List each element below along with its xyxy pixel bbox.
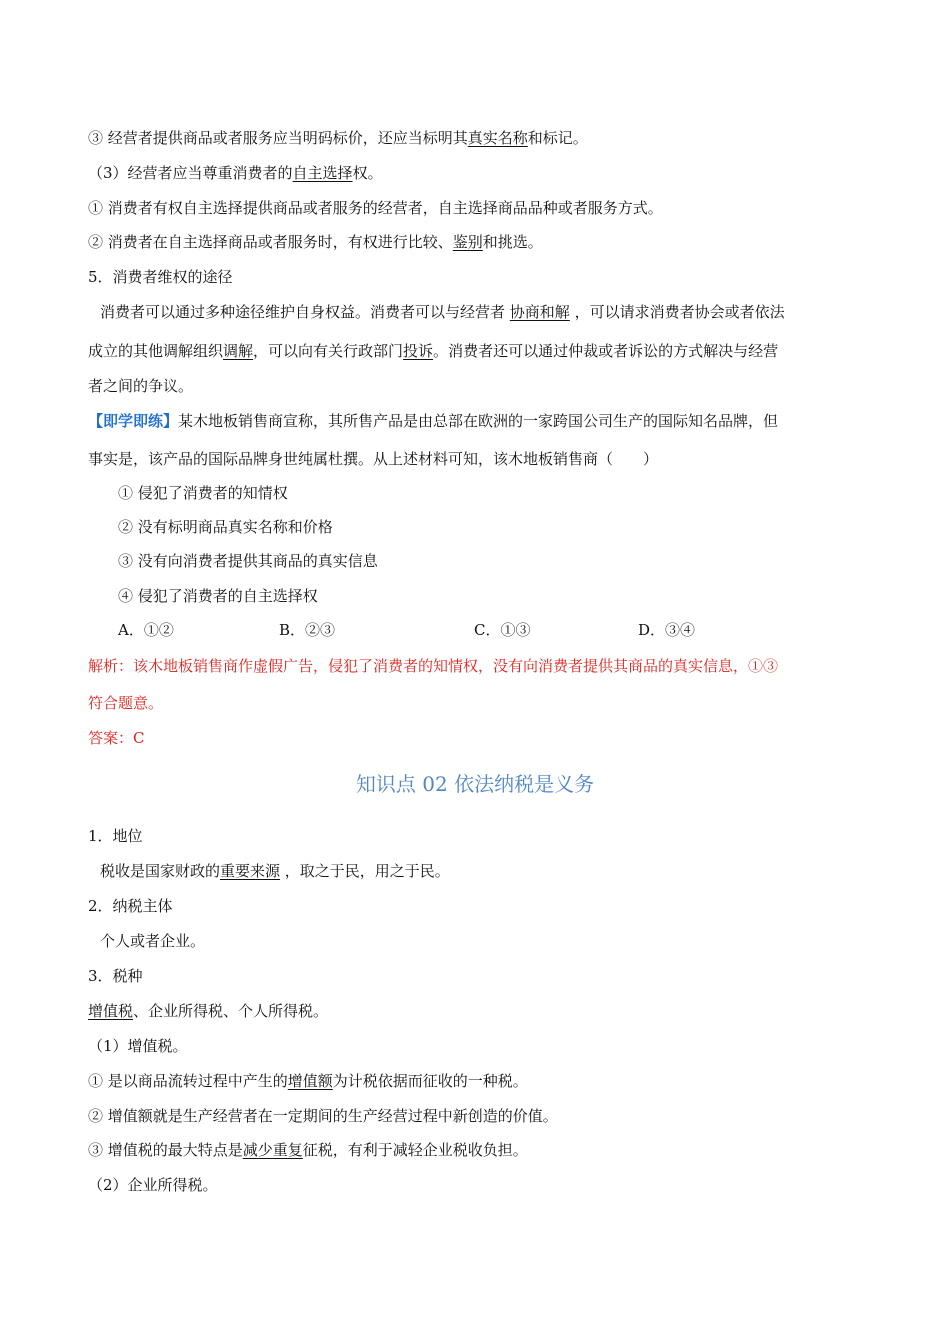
- blank-complain: 投诉: [403, 342, 434, 360]
- analysis-line-2: 符合题意。: [88, 694, 164, 712]
- vat-point-1: ① 是以商品流转过程中产生的增值额为计税依据而征收的一种税。: [88, 1072, 528, 1090]
- line-choice-2: ② 消费者在自主选择商品或者服务时，有权进行比较、鉴别和挑选。: [88, 233, 543, 251]
- tax-status-text: 税收是国家财政的重要来源 ，取之于民，用之于民。: [100, 862, 450, 880]
- blank-value-added: 增值额: [287, 1072, 333, 1090]
- blank-vat: 增值税: [88, 1002, 134, 1020]
- practice-tag: 【即学即练】: [88, 412, 179, 430]
- analysis-line-1: 解析：该木地板销售商作虚假广告，侵犯了消费者的知情权，没有向消费者提供其商品的真实信息，①③: [88, 657, 779, 675]
- question-stem-2: 事实是，该产品的国际品牌身世纯属杜撰。从上述材料可知，该木地板销售商（ ）: [88, 450, 659, 468]
- vat-point-2: ② 增值额就是生产经营者在一定期间的生产经营过程中新创造的价值。: [88, 1107, 558, 1125]
- option-d: D．③④: [638, 621, 696, 639]
- answer-line: 答案：C: [88, 729, 145, 747]
- line-respect-choice: （3）经营者应当尊重消费者的自主选择权。: [88, 164, 383, 182]
- blank-important-source: 重要来源: [220, 862, 281, 880]
- section-title-tax: 知识点 02 依法纳税是义务: [355, 772, 595, 796]
- blank-reduce-duplicate: 减少重复: [242, 1141, 303, 1159]
- question-item-4: ④ 侵犯了消费者的自主选择权: [118, 587, 318, 605]
- question-item-3: ③ 没有向消费者提供其商品的真实信息: [118, 552, 378, 570]
- question-stem-1: 【即学即练】某木地板销售商宣称，其所售产品是由总部在欧洲的一家跨国公司生产的国际知名品牌，但: [88, 412, 779, 430]
- blank-identify: 鉴别: [452, 233, 483, 251]
- blank-mediate: 调解: [223, 342, 254, 360]
- paragraph-rights-2: 成立的其他调解组织调解，可以向有关行政部门投诉。消费者还可以通过仲裁或者诉讼的方式解决与经营: [88, 342, 779, 360]
- vat-subheading: （1）增值税。: [88, 1037, 188, 1055]
- vat-point-3: ③ 增值税的最大特点是减少重复征税，有利于减轻企业税收负担。: [88, 1141, 528, 1159]
- blank-free-choice: 自主选择: [292, 164, 353, 182]
- tax-heading-status: 1．地位: [88, 827, 143, 845]
- tax-heading-subject: 2．纳税主体: [88, 897, 173, 915]
- paragraph-rights-1: 消费者可以通过多种途径维护自身权益。消费者可以与经营者 协商和解 ，可以请求消费者协会或者依法: [100, 303, 785, 321]
- option-b: B．②③: [279, 621, 336, 639]
- option-a: A．①②: [118, 621, 174, 639]
- paragraph-rights-3: 者之间的争议。: [88, 377, 194, 395]
- blank-real-name: 真实名称: [467, 129, 528, 147]
- line-choice-1: ① 消费者有权自主选择提供商品或者服务的经营者，自主选择商品品种或者服务方式。: [88, 199, 663, 217]
- blank-negotiate: 协商和解: [509, 303, 570, 321]
- question-item-1: ① 侵犯了消费者的知情权: [118, 484, 288, 502]
- tax-types-text: 增值税、企业所得税、个人所得税。: [88, 1002, 329, 1020]
- question-item-2: ② 没有标明商品真实名称和价格: [118, 518, 333, 536]
- tax-subject-text: 个人或者企业。: [100, 932, 206, 950]
- line-price-marking: ③ 经营者提供商品或者服务应当明码标价，还应当标明其真实名称和标记。: [88, 129, 588, 147]
- corporate-tax-subheading: （2）企业所得税。: [88, 1176, 218, 1194]
- section-heading-rights-ways: 5．消费者维权的途径: [88, 268, 233, 286]
- tax-heading-types: 3．税种: [88, 967, 143, 985]
- option-c: C．①③: [474, 621, 531, 639]
